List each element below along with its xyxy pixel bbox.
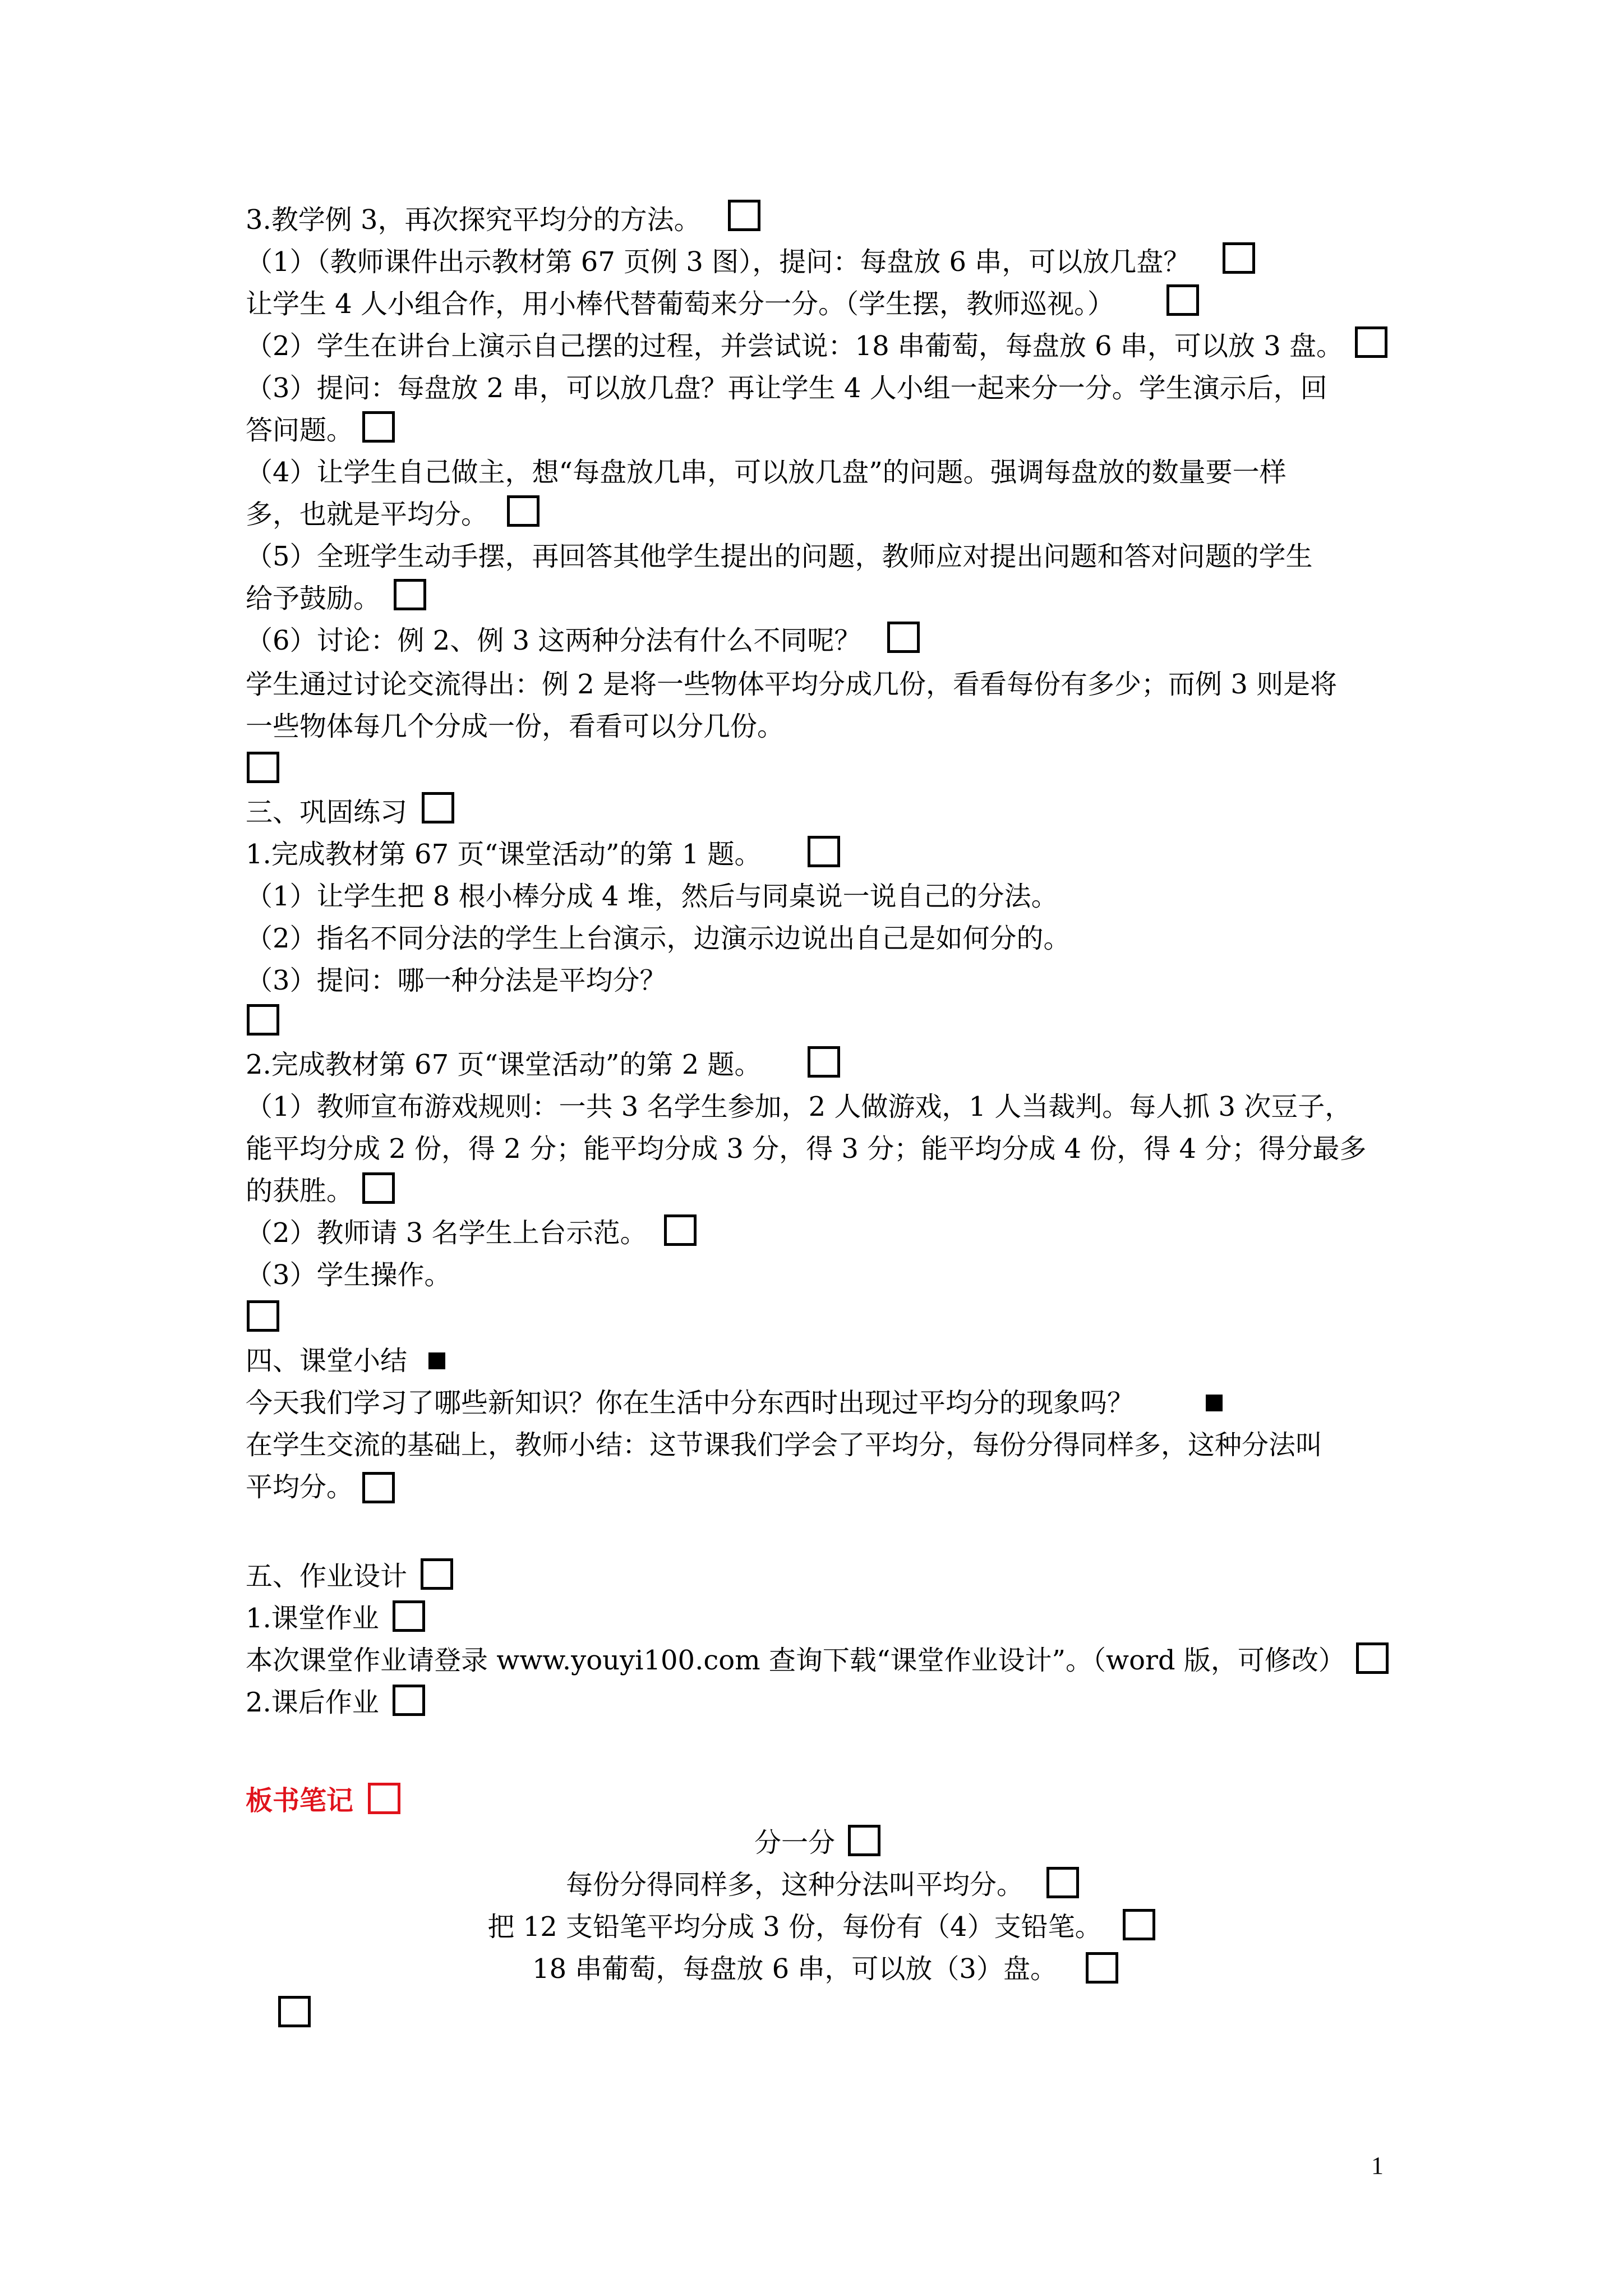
text-line-7: （4）让学生自己做主，想“每盘放几串，可以放几盘”的问题。强调每盘放的数量要一样 — [246, 457, 1287, 488]
checkbox-19[interactable] — [393, 1600, 425, 1632]
text-line-28: 平均分。 — [246, 1471, 354, 1503]
board-line-1: 分一分 — [754, 1827, 835, 1858]
checkbox-5[interactable] — [362, 411, 395, 443]
text-line-24: （3）学生操作。 — [246, 1259, 451, 1291]
text-line-19: 2.完成教材第 67 页“课堂活动”的第 2 题。 — [246, 1049, 762, 1080]
checkbox-2[interactable] — [1223, 242, 1255, 274]
text-line-10: 给予鼓励。 — [246, 583, 381, 614]
checkbox-17[interactable] — [362, 1472, 395, 1503]
checkbox-16[interactable] — [247, 1300, 279, 1332]
text-line-21: 能平均分成 2 份，得 2 分；能平均分成 3 分，得 3 分；能平均分成 4 份，得 4 分；得分最多 — [246, 1133, 1367, 1165]
board-line-2: 每份分得同样多，这种分法叫平均分。 — [565, 1869, 1023, 1901]
text-line-32: 2.课后作业 — [246, 1687, 379, 1718]
text-line-30: 1.课堂作业 — [246, 1603, 379, 1634]
filled-square-summary-heading — [428, 1352, 445, 1369]
checkbox-15[interactable] — [664, 1214, 697, 1246]
checkbox-board-heading[interactable] — [368, 1783, 400, 1814]
checkbox-9[interactable] — [247, 752, 279, 783]
checkbox-22[interactable] — [848, 1825, 880, 1856]
text-line-4: （2）学生在讲台上演示自己摆的过程，并尝试说：18 串葡萄，每盘放 6 串，可以放 3 盘。 — [246, 330, 1343, 362]
checkbox-13[interactable] — [808, 1046, 840, 1078]
page-number: 1 — [1371, 2152, 1384, 2179]
text-line-9: （5）全班学生动手摆，再回答其他学生提出的问题，教师应对提出问题和答对问题的学生 — [246, 541, 1313, 572]
text-line-11: （6）讨论：例 2、例 3 这两种分法有什么不同呢？ — [246, 625, 861, 656]
text-line-8: 多，也就是平均分。 — [246, 499, 488, 530]
text-line-23: （2）教师请 3 名学生上台示范。 — [246, 1217, 647, 1249]
text-line-20: （1）教师宣布游戏规则：一共 3 名学生参加，2 人做游戏，1 人当裁判。每人抓 3 次豆子， — [246, 1091, 1352, 1122]
checkbox-20[interactable] — [1356, 1642, 1389, 1674]
text-line-22: 的获胜。 — [246, 1175, 354, 1207]
board-heading: 板书笔记 — [246, 1785, 354, 1816]
section-heading-summary: 四、课堂小结 — [246, 1345, 408, 1377]
checkbox-26[interactable] — [278, 1996, 311, 2027]
checkbox-3[interactable] — [1166, 284, 1199, 316]
text-line-16: （1）让学生把 8 根小棒分成 4 堆，然后与同桌说一说自己的分法。 — [246, 881, 1058, 912]
checkbox-24[interactable] — [1123, 1909, 1155, 1940]
section-heading-practice: 三、巩固练习 — [246, 797, 408, 828]
text-line-5: （3）提问：每盘放 2 串，可以放几盘？再让学生 4 人小组一起来分一分。学生演示后，回 — [246, 372, 1327, 404]
checkbox-23[interactable] — [1046, 1867, 1079, 1898]
checkbox-14[interactable] — [362, 1172, 395, 1204]
text-line-26: 今天我们学习了哪些新知识？你在生活中分东西时出现过平均分的现象吗？ — [246, 1387, 1135, 1419]
filled-square-summary-question — [1206, 1395, 1223, 1411]
checkbox-4[interactable] — [1355, 326, 1387, 358]
checkbox-10[interactable] — [422, 792, 454, 823]
checkbox-1[interactable] — [728, 200, 760, 231]
text-line-18: （3）提问：哪一种分法是平均分？ — [246, 965, 667, 996]
text-line-17: （2）指名不同分法的学生上台演示，边演示边说出自己是如何分的。 — [246, 923, 1071, 954]
checkbox-6[interactable] — [507, 495, 540, 527]
text-line-6: 答问题。 — [246, 415, 354, 446]
checkbox-8[interactable] — [887, 622, 920, 653]
text-line-2: （1）（教师课件出示教材第 67 页例 3 图），提问：每盘放 6 串，可以放几盘？ — [246, 246, 1191, 278]
text-line-27: 在学生交流的基础上，教师小结：这节课我们学会了平均分，每份分得同样多，这种分法叫 — [246, 1429, 1323, 1461]
section-heading-homework: 五、作业设计 — [246, 1561, 408, 1592]
checkbox-11[interactable] — [808, 836, 840, 867]
text-line-1: 3.教学例 3，再次探究平均分的方法。 — [246, 204, 701, 236]
board-line-4: 18 串葡萄，每盘放 6 串，可以放（3）盘。 — [532, 1953, 1057, 1985]
text-line-3: 让学生 4 人小组合作，用小棒代替葡萄来分一分。（学生摆，教师巡视。） — [246, 288, 1115, 320]
board-line-3: 把 12 支铅笔平均分成 3 份，每份有（4）支铅笔。 — [487, 1911, 1102, 1943]
checkbox-7[interactable] — [394, 579, 426, 610]
text-line-31: 本次课堂作业请登录 www.youyi100.com 查询下载“课堂作业设计”。（word 版，可修改） — [246, 1645, 1345, 1676]
text-line-15: 1.完成教材第 67 页“课堂活动”的第 1 题。 — [246, 839, 762, 870]
text-line-13: 一些物体每几个分成一份，看看可以分几份。 — [246, 711, 785, 742]
checkbox-21[interactable] — [393, 1685, 425, 1716]
text-line-12: 学生通过讨论交流得出：例 2 是将一些物体平均分成几份，看看每份有多少；而例 3 则是将 — [246, 669, 1338, 700]
checkbox-18[interactable] — [421, 1558, 453, 1590]
checkbox-25[interactable] — [1086, 1952, 1118, 1984]
checkbox-12[interactable] — [247, 1004, 279, 1036]
